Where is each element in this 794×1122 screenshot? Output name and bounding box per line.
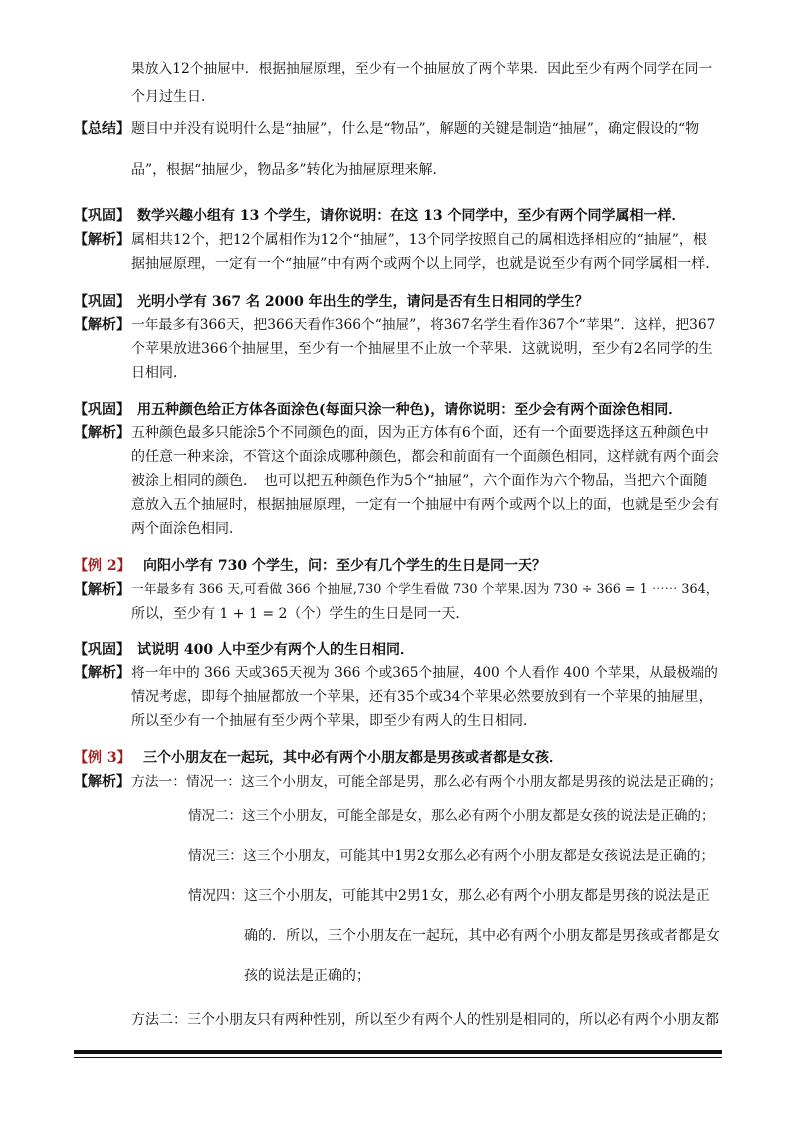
analysis-tag: 【解析】 bbox=[74, 317, 130, 333]
analysis-text: 一年最多有 366 天,可看做 366 个抽屉,730 个学生看做 730 个苹果.因为 730 ÷ 366 = 1 ⋯⋯ 364， bbox=[131, 582, 719, 597]
analysis-text: 据抽屉原理，一定有一个“抽屉”中有两个或两个以上同学，也就是说至少有两个同学属相一样． bbox=[131, 256, 720, 272]
question-text: 数学兴趣小组有 13 个学生，请你说明：在这 13 个同学中，至少有两个同学属相一样． bbox=[137, 208, 686, 224]
analysis-tag: 【解析】 bbox=[74, 425, 130, 441]
analysis-tag: 【解析】 bbox=[74, 774, 130, 790]
analysis-text: 孩的说法是正确的； bbox=[244, 968, 370, 984]
analysis-text: 两个面涂色相同． bbox=[131, 521, 243, 537]
question-text: 用五种颜色给正方体各面涂色(每面只涂一种色)，请你说明：至少会有两个面涂色相同． bbox=[137, 402, 683, 418]
text-line: 果放入12个抽屉中．根据抽屉原理，至少有一个抽屉放了两个苹果．因此至少有两个同学在同一 bbox=[131, 61, 713, 77]
analysis-tag: 【解析】 bbox=[74, 665, 130, 681]
analysis-text: 确的．所以，三个小朋友在一起玩，其中必有两个小朋友都是男孩或者都是女 bbox=[244, 928, 720, 944]
analysis-text: 意放入五个抽屉时，根据抽屉原理，一定有一个抽屉中有两个或两个以上的面，也就是至少会有 bbox=[131, 497, 719, 513]
analysis-text: 五种颜色最多只能涂5个不同颜色的面，因为正方体有6个面，还有一个面要选择这五种颜色中 bbox=[131, 425, 709, 441]
question-text: 向阳小学有 730 个学生，问：至少有几个学生的生日是同一天？ bbox=[143, 558, 546, 574]
analysis-tag: 【解析】 bbox=[74, 232, 130, 248]
analysis-text: 被涂上相同的颜色． 也可以把五种颜色作为5个“抽屉”，六个面作为六个物品，当把六个面随 bbox=[131, 473, 708, 489]
analysis-text: 日相同． bbox=[131, 365, 187, 381]
analysis-text: 属相共12个，把12个属相作为12个“抽屉”，13个同学按照自己的属相选择相应的“抽屉”，根 bbox=[131, 232, 707, 248]
consolidate-tag: 【巩固】 bbox=[74, 294, 130, 310]
analysis-text: 方法一：情况一：这三个小朋友，可能全部是男，那么必有两个小朋友都是男孩的说法是正确的； bbox=[131, 774, 723, 790]
question-text: 试说明 400 人中至少有两个人的生日相同． bbox=[137, 642, 414, 658]
analysis-text: 情况考虑，即每个抽屉都放一个苹果，还有35个或34个苹果必然要放到有一个苹果的抽屉里， bbox=[131, 689, 713, 705]
example-tag: 【例 2】 bbox=[74, 558, 131, 574]
summary-tag: 【总结】 bbox=[74, 121, 130, 137]
summary-text: 品”，根据“抽屉少，物品多”转化为抽屉原理来解． bbox=[131, 162, 447, 178]
analysis-text: 方法二：三个小朋友只有两种性别，所以至少有两个人的性别是相同的，所以必有两个小朋友都 bbox=[131, 1012, 719, 1028]
analysis-text: 情况三：这三个小朋友，可能其中1男2女那么必有两个小朋友都是女孩说法是正确的； bbox=[188, 848, 715, 864]
consolidate-tag: 【巩固】 bbox=[74, 642, 130, 658]
analysis-text: 情况二：这三个小朋友，可能全部是女，那么必有两个小朋友都是女孩的说法是正确的； bbox=[188, 808, 715, 824]
question-text: 三个小朋友在一起玩，其中必有两个小朋友都是男孩或者都是女孩． bbox=[143, 750, 563, 766]
text-line: 个月过生日． bbox=[131, 89, 215, 105]
footer-rule-thin bbox=[74, 1057, 722, 1058]
analysis-text: 的任意一种来涂，不管这个面涂成哪种颜色，都会和前面有一个面颜色相同，这样就有两个面会 bbox=[131, 449, 719, 465]
consolidate-tag: 【巩固】 bbox=[74, 208, 130, 224]
analysis-tag: 【解析】 bbox=[74, 582, 130, 598]
analysis-text: 所以，至少有 1 + 1 = 2（个）学生的生日是同一天． bbox=[131, 606, 470, 622]
analysis-text: 情况四：这三个小朋友，可能其中2男1女，那么必有两个小朋友都是男孩的说法是正 bbox=[188, 888, 710, 904]
analysis-text: 一年最多有366天，把366天看作366个“抽屉”，将367名学生看作367个“苹果”．这样，把367 bbox=[131, 317, 716, 333]
analysis-text: 个苹果放进366个抽屉里，至少有一个抽屉里不止放一个苹果．这就说明，至少有2名同学的生 bbox=[131, 341, 713, 357]
consolidate-tag: 【巩固】 bbox=[74, 402, 130, 418]
analysis-text: 所以至少有一个抽屉有至少两个苹果，即至少有两人的生日相同． bbox=[131, 713, 537, 729]
footer-rule-thick bbox=[74, 1050, 722, 1054]
example-tag: 【例 3】 bbox=[74, 750, 131, 766]
analysis-text: 将一年中的 366 天或365天视为 366 个或365个抽屉，400 个人看作 400 个苹果，从最极端的 bbox=[131, 665, 718, 681]
question-text: 光明小学有 367 名 2000 年出生的学生，请问是否有生日相同的学生？ bbox=[137, 294, 589, 310]
summary-text: 题目中并没有说明什么是“抽屉”，什么是“物品”，解题的关键是制造“抽屉”，确定假设的“物 bbox=[131, 121, 700, 137]
